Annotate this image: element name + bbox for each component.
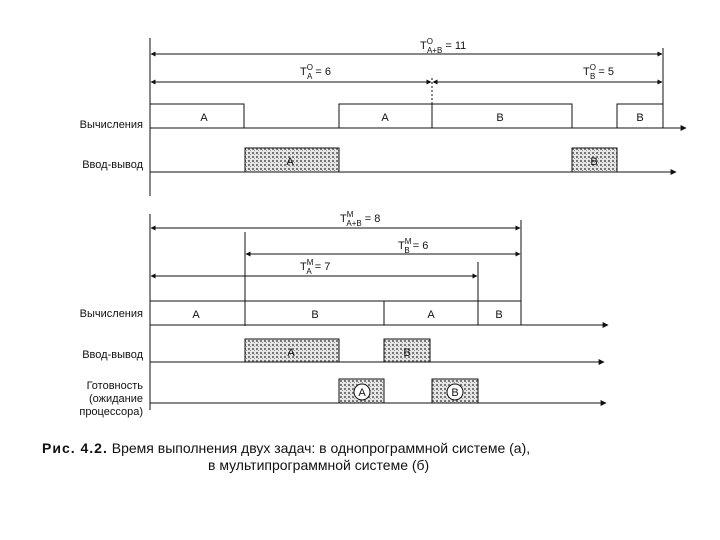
compute-segment-label: B xyxy=(636,112,644,124)
ready-segment-label: A xyxy=(358,387,366,399)
compute-segment-label: B xyxy=(496,112,504,124)
caption-line-1: Время выполнения двух задач: в однопрограммной системе (a), xyxy=(107,440,531,456)
compute-segment-label: A xyxy=(192,309,200,321)
row-label-compute: Вычисления xyxy=(79,308,143,320)
compute-segment xyxy=(150,104,244,128)
io-segment-label: A xyxy=(286,156,294,168)
compute-segment-label: B xyxy=(311,309,319,321)
multi-program-diagram xyxy=(79,210,608,418)
compute-segment-label: A xyxy=(381,112,389,124)
row-label-ready-note: процессора) xyxy=(79,406,143,418)
figure-number: Рис. 4.2. xyxy=(42,440,108,456)
row-label-compute: Вычисления xyxy=(79,119,143,131)
dim-label-total: $T^M$ A+B = 8 xyxy=(340,210,381,228)
dim-label-b: $T^O$ B = 5 xyxy=(583,63,614,81)
io-segment-label: A xyxy=(287,347,295,359)
figure-caption xyxy=(42,440,692,474)
compute-segment-label: A xyxy=(200,112,208,124)
row-label-ready: Готовность xyxy=(86,380,143,392)
dim-label-b: $T^M$ B = 6 xyxy=(398,237,429,255)
caption-line-2: в мультипрограммной системе (б) xyxy=(208,457,430,473)
ready-segment-label: B xyxy=(451,387,459,399)
single-program-diagram xyxy=(80,37,686,196)
row-label-ready-note: (ожидание xyxy=(88,393,143,405)
dim-label-total: $T^O$ A+B = 11 xyxy=(420,37,467,55)
dim-label-a: $T^O$ A = 6 xyxy=(300,63,331,81)
row-label-io: Ввод-вывод xyxy=(82,159,143,171)
compute-segment-label: B xyxy=(495,309,503,321)
row-label-io: Ввод-вывод xyxy=(82,349,143,361)
compute-segment-label: A xyxy=(427,309,435,321)
io-segment-label: B xyxy=(590,156,598,168)
io-segment-label: B xyxy=(403,347,411,359)
dim-label-a: $T^M$ A = 7 xyxy=(300,258,331,276)
